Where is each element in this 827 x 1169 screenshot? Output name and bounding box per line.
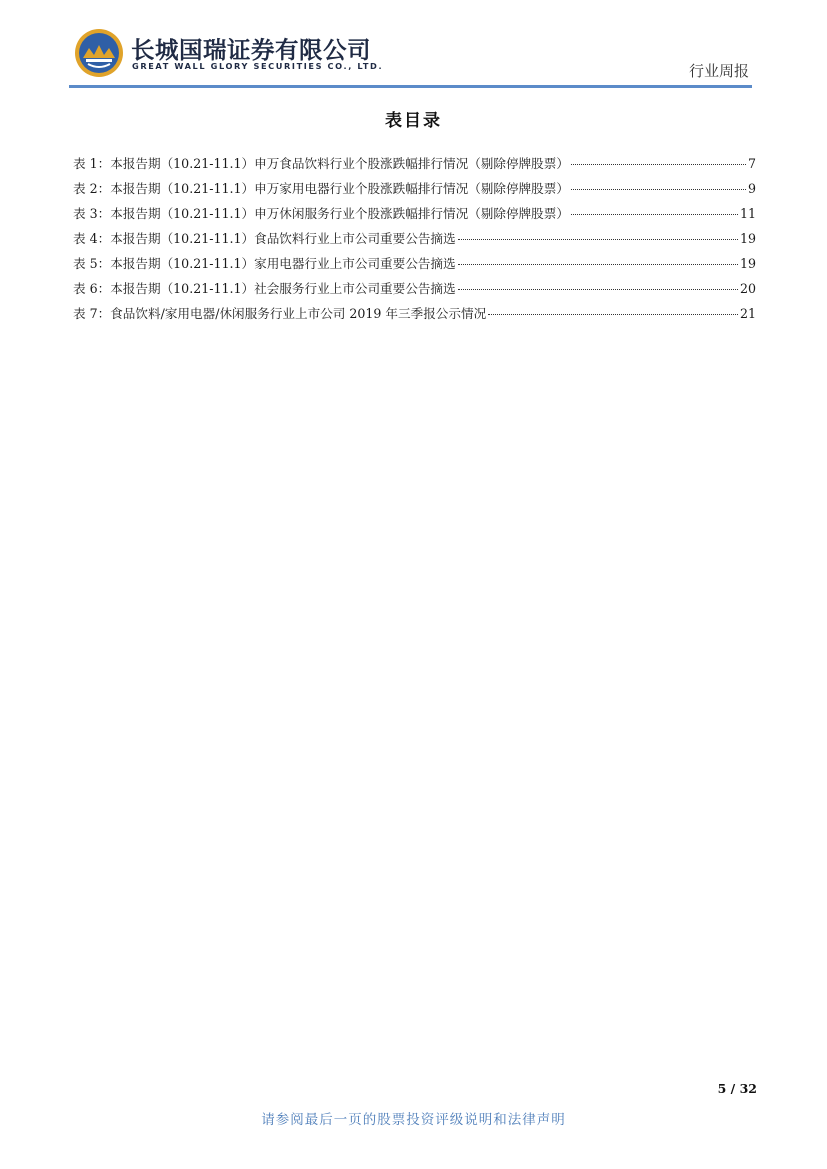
company-name-cn: 长城国瑞证券有限公司 xyxy=(131,36,371,64)
toc-leader-dots xyxy=(458,252,738,265)
company-name-en: GREAT WALL GLORY SECURITIES CO., LTD. xyxy=(132,61,384,71)
toc-entry-page: 19 xyxy=(739,231,756,246)
toc-leader-dots xyxy=(571,177,746,190)
toc-entry-label: 表 5：本报告期（10.21-11.1）家用电器行业上市公司重要公告摘选 xyxy=(73,256,456,271)
toc-entry-page: 7 xyxy=(747,156,756,171)
toc-entry-page: 21 xyxy=(739,306,756,321)
toc-entry-label: 表 7：食品饮料/家用电器/休闲服务行业上市公司 2019 年三季报公示情况 xyxy=(73,306,487,321)
toc-entry-page: 19 xyxy=(739,256,756,271)
toc-entry-label: 表 3：本报告期（10.21-11.1）申万休闲服务行业个股涨跌幅排行情况（剔除停牌股票） xyxy=(73,206,569,221)
toc-entry-page: 11 xyxy=(739,206,756,221)
table-of-contents xyxy=(73,151,756,326)
company-logo-icon xyxy=(74,28,124,78)
toc-leader-dots xyxy=(571,152,746,165)
toc-title: 表目录 xyxy=(385,111,442,131)
toc-entry[interactable] xyxy=(73,226,756,251)
toc-entry-page: 20 xyxy=(739,281,756,296)
toc-leader-dots xyxy=(458,277,738,290)
page-header xyxy=(0,0,827,92)
report-type: 行业周报 xyxy=(688,62,749,80)
header-divider xyxy=(69,85,752,88)
toc-entry-label: 表 4：本报告期（10.21-11.1）食品饮料行业上市公司重要公告摘选 xyxy=(73,231,456,246)
toc-entry[interactable] xyxy=(73,151,756,176)
toc-entry[interactable] xyxy=(73,276,756,301)
toc-leader-dots xyxy=(488,302,738,315)
toc-entry-label: 表 2：本报告期（10.21-11.1）申万家用电器行业个股涨跌幅排行情况（剔除停牌股票） xyxy=(73,181,569,196)
toc-entry[interactable] xyxy=(73,201,756,226)
page-number: 5 / 32 xyxy=(717,1081,757,1096)
toc-leader-dots xyxy=(571,202,738,215)
toc-leader-dots xyxy=(458,227,738,240)
toc-entry[interactable] xyxy=(73,301,756,326)
toc-entry-page: 9 xyxy=(747,181,756,196)
toc-entry[interactable] xyxy=(73,176,756,201)
footer-disclaimer: 请参阅最后一页的股票投资评级说明和法律声明 xyxy=(261,1112,566,1128)
toc-entry[interactable] xyxy=(73,251,756,276)
toc-entry-label: 表 6：本报告期（10.21-11.1）社会服务行业上市公司重要公告摘选 xyxy=(73,281,456,296)
toc-entry-label: 表 1：本报告期（10.21-11.1）申万食品饮料行业个股涨跌幅排行情况（剔除停牌股票） xyxy=(73,156,569,171)
